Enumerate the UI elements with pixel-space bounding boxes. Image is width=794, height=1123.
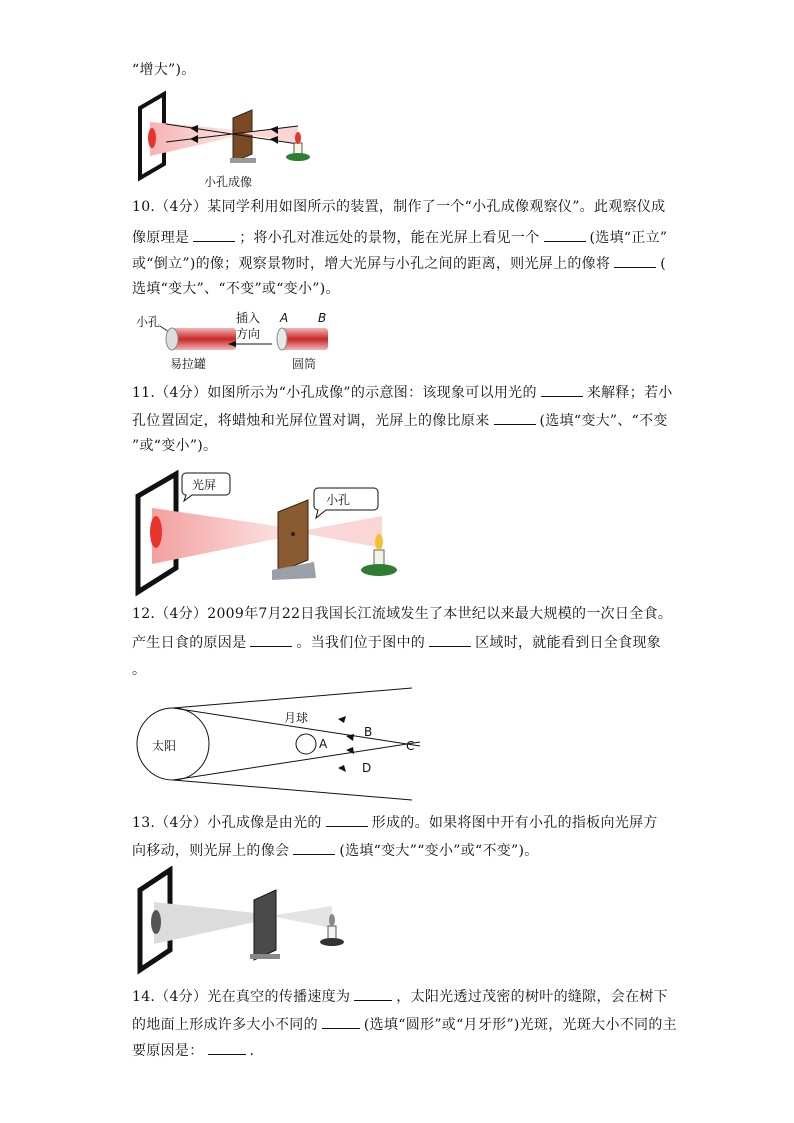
answer-blank[interactable] [541, 382, 583, 397]
can [170, 328, 236, 350]
screen-callout: 光屏 [192, 478, 217, 492]
svg-text:方向: 方向 [236, 327, 261, 341]
q13-line1: 13.（4分）小孔成像是由光的 形成的。如果将图中开有小孔的指板向光屏方 [132, 812, 658, 833]
q11-line1: 11.（4分）如图所示为“小孔成像”的示意图：该现象可以用光的 来解释；若小 [132, 382, 673, 403]
q12-line3: 。 [132, 662, 147, 678]
q10-line3: 或“倒立”)的像；观察景物时，增大光屏与小孔之间的距离，则光屏上的像将 ( [132, 253, 666, 274]
region-a: A [319, 737, 328, 751]
candle [328, 926, 336, 940]
pinhole-board [254, 890, 276, 960]
sun-label: 太阳 [152, 739, 177, 753]
q10-line4: 选填“变大”、“不变”或“变小”)。 [132, 281, 340, 297]
hole-label: 小孔 [136, 315, 161, 329]
q10-line1: 10.（4分）某同学利用如图所示的装置，制作了一个“小孔成像观察仪”。此观察仪成 [132, 199, 666, 215]
region-c: C [406, 739, 415, 753]
q12-line2: 产生日食的原因是 。当我们位于图中的 区域时，就能看到日全食现象 [132, 632, 661, 653]
svg-text:B: B [318, 311, 327, 325]
can-label: 易拉罐 [170, 357, 207, 371]
answer-blank[interactable] [250, 632, 292, 647]
continued-line: “增大”)。 [132, 62, 196, 78]
answer-blank[interactable] [193, 227, 235, 242]
image-spot [151, 910, 161, 934]
answer-blank[interactable] [208, 1040, 246, 1055]
q10-line2: 像原理是 ；将小孔对准远处的景物，能在光屏上看见一个 (选填“正立” [132, 227, 667, 248]
q11-line3: ”或“变小”)。 [132, 438, 218, 454]
answer-blank[interactable] [326, 812, 368, 827]
q14-line3: 要原因是： . [132, 1040, 254, 1061]
figure-observer-device [130, 304, 340, 374]
answer-blank[interactable] [429, 632, 471, 647]
q12-line1: 12.（4分）2009年7月22日我国长江流域发生了本世纪以来最大规模的一次日全食。 [132, 606, 673, 622]
q14-line2: 的地面上形成许多大小不同的 (选填“圆形”或“月牙形”)光斑，光斑大小不同的主 [132, 1014, 677, 1035]
answer-blank[interactable] [354, 986, 392, 1001]
answer-blank[interactable] [614, 253, 656, 268]
q13-line2: 向移动，则光屏上的像会 (选填“变大”“变小”或“不变”)。 [132, 840, 539, 861]
answer-blank[interactable] [293, 840, 335, 855]
figure-pinhole-1 [130, 88, 330, 192]
moon-label: 月球 [284, 711, 309, 725]
figure-pinhole-2 [130, 468, 420, 598]
answer-blank[interactable] [322, 1014, 360, 1029]
figure-pinhole-3 [130, 866, 370, 976]
svg-text:A: A [280, 311, 289, 325]
region-b: B [364, 725, 373, 739]
hole-callout: 小孔 [326, 493, 351, 507]
answer-blank[interactable] [544, 227, 586, 242]
q14-line1: 14.（4分）光在真空的传播速度为 ，太阳光透过茂密的树叶的缝隙，会在树下 [132, 986, 668, 1007]
svg-text:插入: 插入 [236, 311, 261, 325]
image-spot [148, 128, 156, 148]
tube-label: 圆筒 [292, 357, 317, 371]
q11-line2: 孔位置固定，将蜡烛和光屏位置对调，光屏上的像比原来 (选填“变大”、“不变 [132, 410, 668, 431]
fig1-caption: 小孔成像 [204, 175, 253, 189]
moon [296, 734, 316, 754]
region-d: D [362, 761, 372, 775]
figure-solar-eclipse [130, 684, 430, 804]
answer-blank[interactable] [494, 410, 536, 425]
image-spot [150, 516, 162, 548]
